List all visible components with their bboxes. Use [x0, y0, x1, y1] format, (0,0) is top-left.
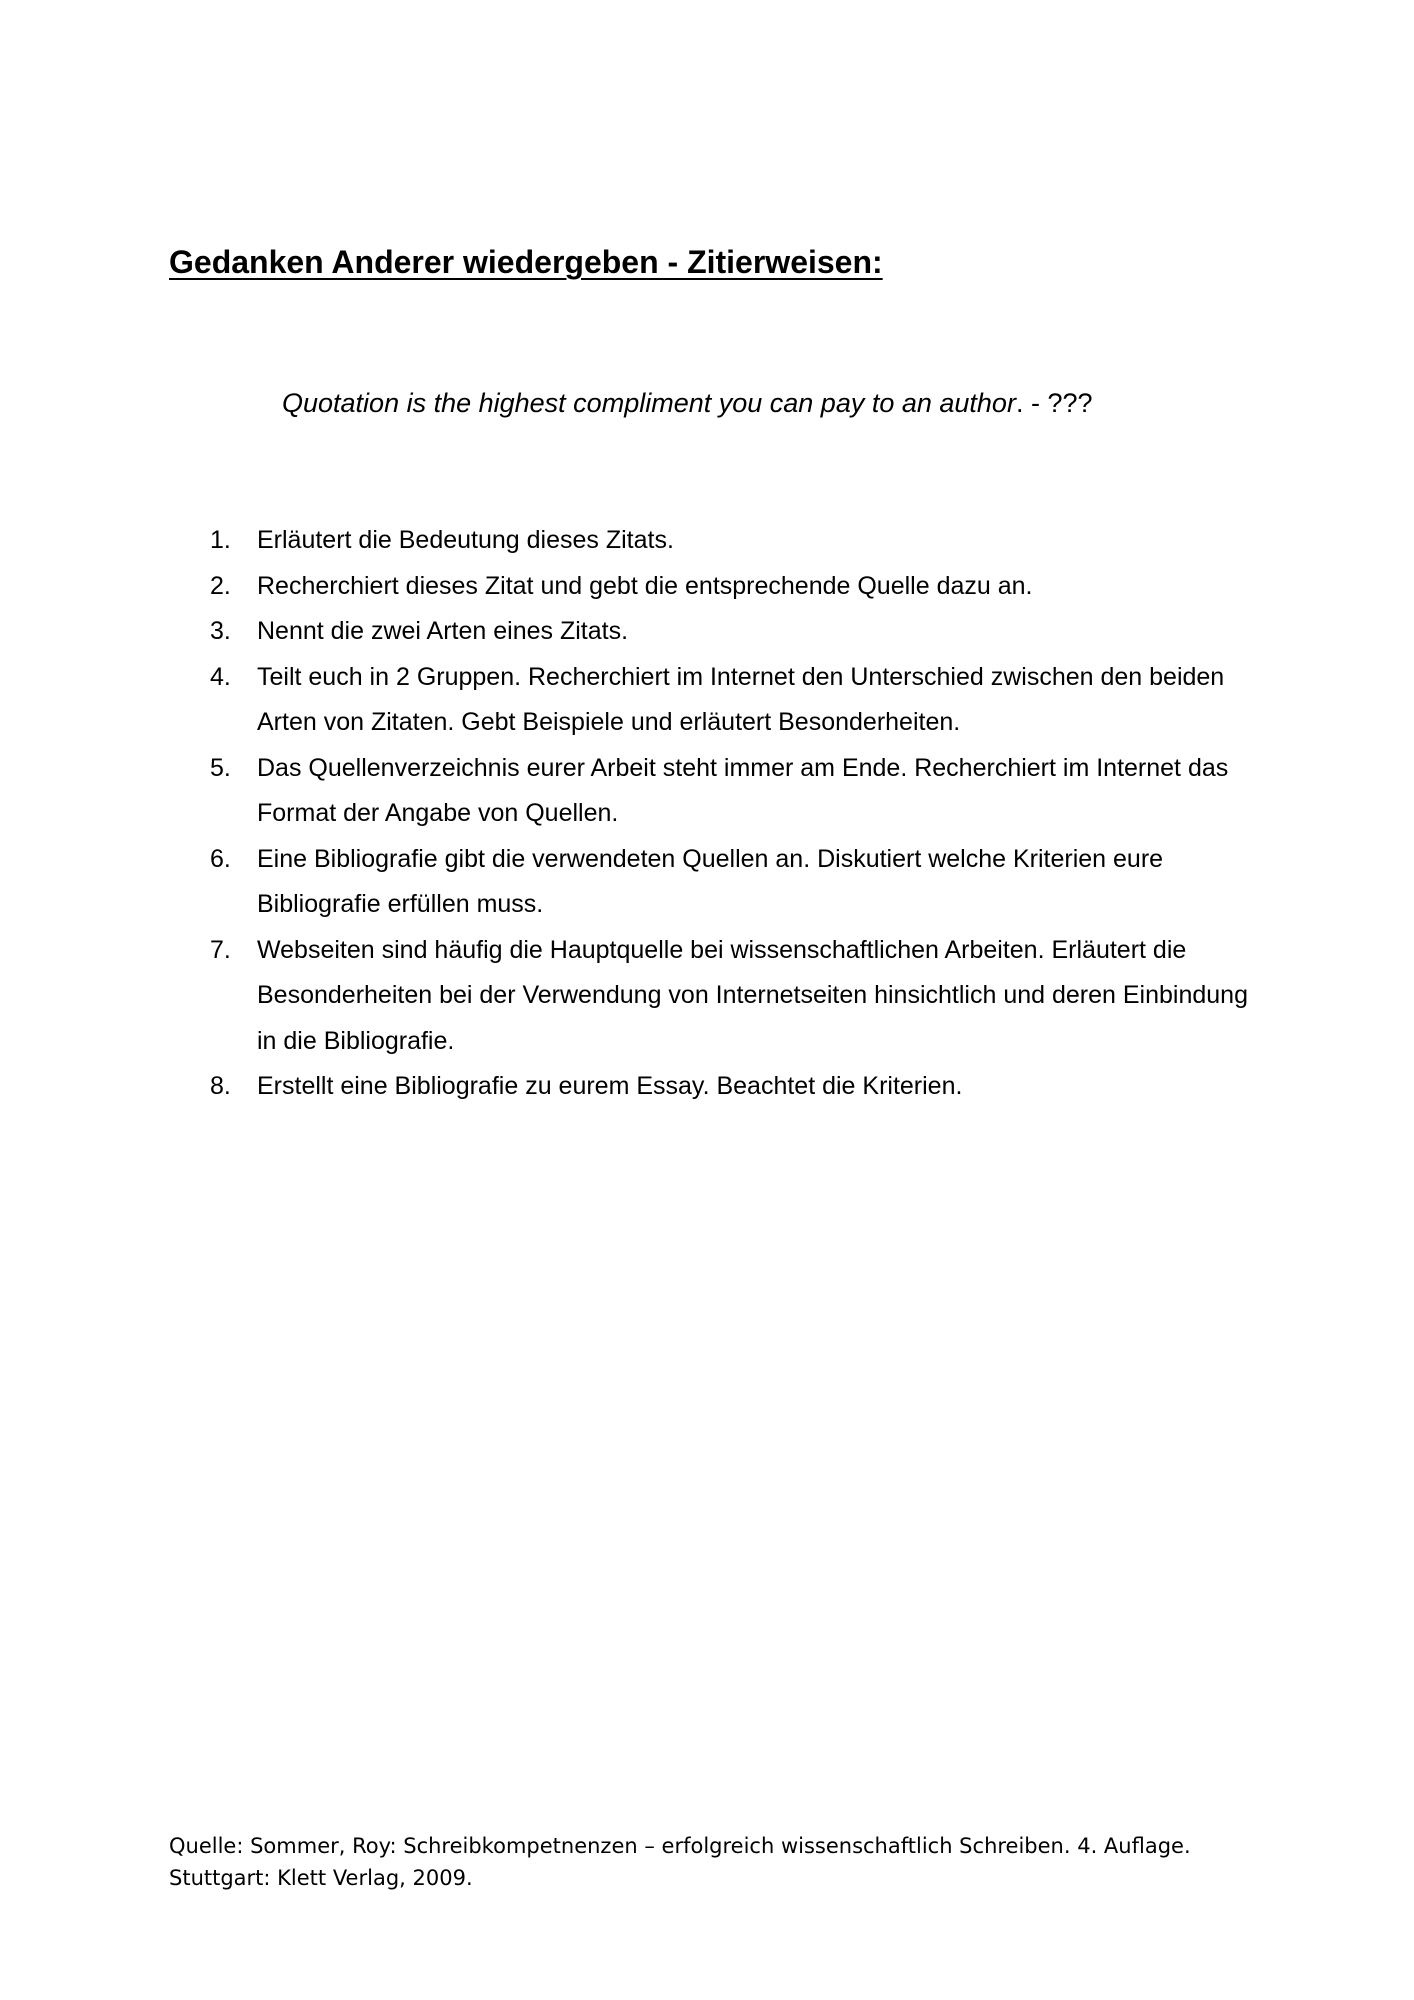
quote — [282, 388, 1093, 419]
quote-text: Quotation is the highest compliment you can pay to an author — [282, 388, 1016, 418]
list-item-text: Nennt die zwei Arten eines Zitats. — [257, 617, 629, 645]
list-item-number: 2. — [210, 571, 231, 600]
quote-attribution: . - ??? — [1015, 388, 1093, 418]
list-item-text: Webseiten sind häufig die Hauptquelle bei wissenschaftlichen Arbeiten. Erläutert die Besonderheiten bei der Verwendung von Internetseiten hinsichtlich und deren Einbindung in die Bibliografie. — [257, 935, 1248, 1055]
list-item — [210, 746, 1260, 837]
list-item-number: 6. — [210, 844, 231, 873]
list-item-number: 4. — [210, 662, 231, 691]
list-item — [210, 1064, 1260, 1110]
list-item-text: Das Quellenverzeichnis eurer Arbeit steht immer am Ende. Recherchiert im Internet das Format der Angabe von Quellen. — [257, 753, 1229, 827]
list-item — [210, 564, 1260, 610]
list-item-text: Eine Bibliografie gibt die verwendeten Quellen an. Diskutiert welche Kriterien eure Bibliografie erfüllen muss. — [257, 844, 1164, 918]
list-item — [210, 928, 1260, 1065]
list-item — [210, 518, 1260, 564]
list-item-text: Erstellt eine Bibliografie zu eurem Essay. Beachtet die Kriterien. — [257, 1072, 963, 1100]
list-item-number: 3. — [210, 617, 231, 645]
list-item — [210, 655, 1260, 746]
list-item-text: Recherchiert dieses Zitat und gebt die entsprechende Quelle dazu an. — [257, 571, 1033, 600]
list-item-number: 8. — [210, 1072, 231, 1100]
list-item-text: Teilt euch in 2 Gruppen. Recherchiert im Internet den Unterschied zwischen den beiden Arten von Zitaten. Gebt Beispiele und erläutert Besonderheiten. — [257, 662, 1225, 736]
source-citation: Quelle: Sommer, Roy: Schreibkompetnenzen – erfolgreich wissenschaftlich Schreiben. 4. Auflage. Stuttgart: Klett Verlag, 2009. — [169, 1834, 1191, 1890]
list-item-number: 7. — [210, 935, 231, 964]
page-title: Gedanken Anderer wiedergeben - Zitierweisen: — [169, 244, 883, 280]
list-item-number: 5. — [210, 753, 231, 782]
list-item-text: Erläutert die Bedeutung dieses Zitats. — [257, 526, 674, 554]
list-item-number: 1. — [210, 526, 231, 554]
list-item — [210, 837, 1260, 928]
task-list — [210, 518, 1260, 1110]
list-item — [210, 609, 1260, 655]
